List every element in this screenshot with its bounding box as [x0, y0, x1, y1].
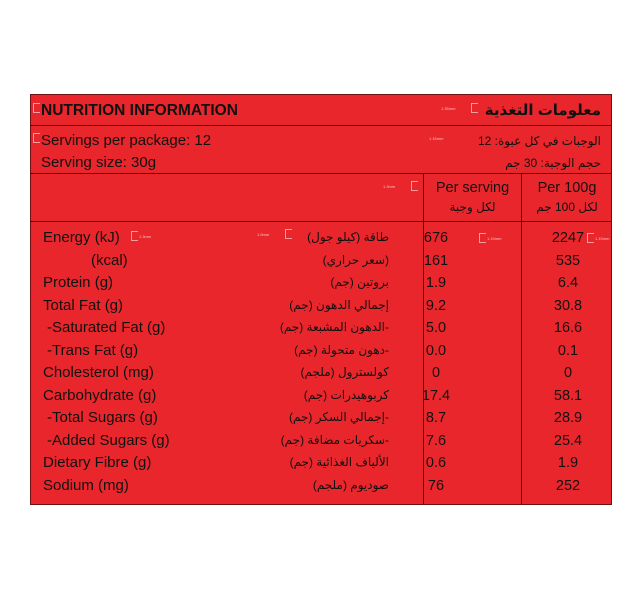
nutrient-name-ar: -الدهون المشبعة (جم)	[279, 320, 389, 334]
print-mark	[411, 181, 418, 191]
divider-column-header	[31, 221, 611, 222]
print-mark-label: 1.3mm	[139, 234, 152, 239]
nutrient-name: -Trans Fat (g)	[47, 341, 139, 359]
per-100g-header-ar: لكل 100 جم	[536, 200, 598, 214]
table-row	[31, 362, 611, 384]
per-100g-value: 58.1	[553, 387, 583, 404]
nutrient-name-ar: الألياف الغذائية (جم)	[289, 455, 389, 469]
per-serving-value: 161	[423, 252, 449, 269]
nutrient-name: Sodium (mg)	[43, 476, 129, 494]
table-row	[31, 317, 611, 339]
table-row	[31, 250, 611, 272]
divider-servings	[31, 173, 611, 174]
nutrient-name: Protein (g)	[43, 274, 114, 291]
servings-per-package: Servings per package: 12	[41, 132, 212, 149]
table-row	[31, 227, 611, 249]
per-100g-value: 252	[555, 477, 581, 494]
per-serving-header-ar: لكل وجبة	[449, 200, 496, 214]
print-mark-label: 1.3mm	[383, 184, 396, 189]
nutrient-name: (kcal)	[91, 251, 128, 269]
per-serving-value: 0	[431, 365, 441, 381]
nutrient-name: -Total Sugars (g)	[47, 409, 158, 426]
per-serving-value: 76	[427, 477, 445, 494]
print-mark-label: 1.15mm	[487, 236, 502, 241]
print-mark-label: 1.5mm	[257, 232, 270, 237]
nutrient-name-ar: (سعر حراري)	[322, 252, 389, 267]
table-row	[31, 272, 611, 294]
table-row	[31, 295, 611, 317]
per-serving-value: 5.0	[425, 320, 447, 336]
per-serving-value: 676	[423, 230, 449, 246]
per-serving-value: 0.0	[425, 342, 447, 359]
per-100g-value: 0	[563, 365, 573, 381]
print-mark-label: 1.35mm	[441, 106, 456, 111]
print-mark-label: 1.15mm	[429, 136, 444, 141]
per-serving-value: 0.6	[425, 455, 447, 471]
nutrition-panel	[30, 94, 612, 505]
per-100g-value: 0.1	[557, 342, 579, 359]
nutrient-name-ar: طاقة (كيلو جول)	[307, 230, 389, 244]
per-100g-value: 25.4	[553, 432, 583, 449]
nutrient-name: Dietary Fibre (g)	[43, 454, 152, 471]
nutrient-name: Carbohydrate (g)	[43, 386, 157, 404]
table-row	[31, 340, 611, 362]
print-mark	[33, 103, 40, 113]
print-mark	[33, 133, 40, 143]
serving-size: Serving size: 30g	[41, 154, 157, 171]
table-row	[31, 475, 611, 497]
print-mark-label: 1.15mm	[595, 236, 610, 241]
per-100g-value: 535	[555, 252, 581, 269]
per-serving-header: Per serving	[435, 180, 510, 196]
servings-per-package-ar: الوجبات في كل عبوة: 12	[477, 134, 601, 148]
title-ar: معلومات التغذية	[484, 102, 601, 119]
nutrient-name-ar: بروتين (جم)	[330, 275, 389, 289]
table-row	[31, 452, 611, 474]
nutrient-name-ar: كولسترول (ملجم)	[300, 365, 389, 379]
per-serving-value: 9.2	[425, 297, 447, 314]
per-100g-value: 28.9	[553, 410, 583, 426]
table-row	[31, 430, 611, 452]
nutrient-name-ar: -سكريات مضافة (جم)	[280, 432, 389, 447]
nutrient-name-ar: كربوهيدرات (جم)	[303, 387, 389, 402]
nutrient-name: -Added Sugars (g)	[47, 431, 170, 449]
print-mark	[471, 103, 478, 113]
nutrient-name-ar: إجمالي الدهون (جم)	[289, 297, 389, 312]
per-100g-value: 1.9	[557, 455, 579, 471]
nutrient-name: Energy (kJ)	[43, 229, 120, 246]
nutrient-name: Cholesterol (mg)	[43, 364, 154, 381]
per-serving-value: 8.7	[425, 410, 447, 426]
nutrient-name: Total Fat (g)	[43, 296, 124, 314]
nutrient-name-ar: -إجمالي السكر (جم)	[288, 410, 389, 424]
per-100g-value: 6.4	[557, 275, 579, 291]
divider-title	[31, 125, 611, 126]
table-row	[31, 385, 611, 407]
nutrient-name-ar: صوديوم (ملجم)	[312, 477, 389, 492]
title-en: NUTRITION INFORMATION	[41, 102, 238, 119]
nutrient-name: -Saturated Fat (g)	[47, 319, 166, 336]
nutrient-name-ar: -دهون متحولة (جم)	[294, 342, 389, 357]
per-100g-header: Per 100g	[537, 180, 597, 196]
per-100g-value: 16.6	[553, 320, 583, 336]
per-serving-value: 17.4	[421, 387, 451, 404]
per-serving-value: 7.6	[425, 432, 447, 449]
per-100g-value: 2247	[551, 230, 585, 246]
per-serving-value: 1.9	[425, 275, 447, 291]
per-100g-value: 30.8	[553, 297, 583, 314]
serving-size-ar: حجم الوجبة: 30 جم	[505, 156, 601, 170]
table-row	[31, 407, 611, 429]
